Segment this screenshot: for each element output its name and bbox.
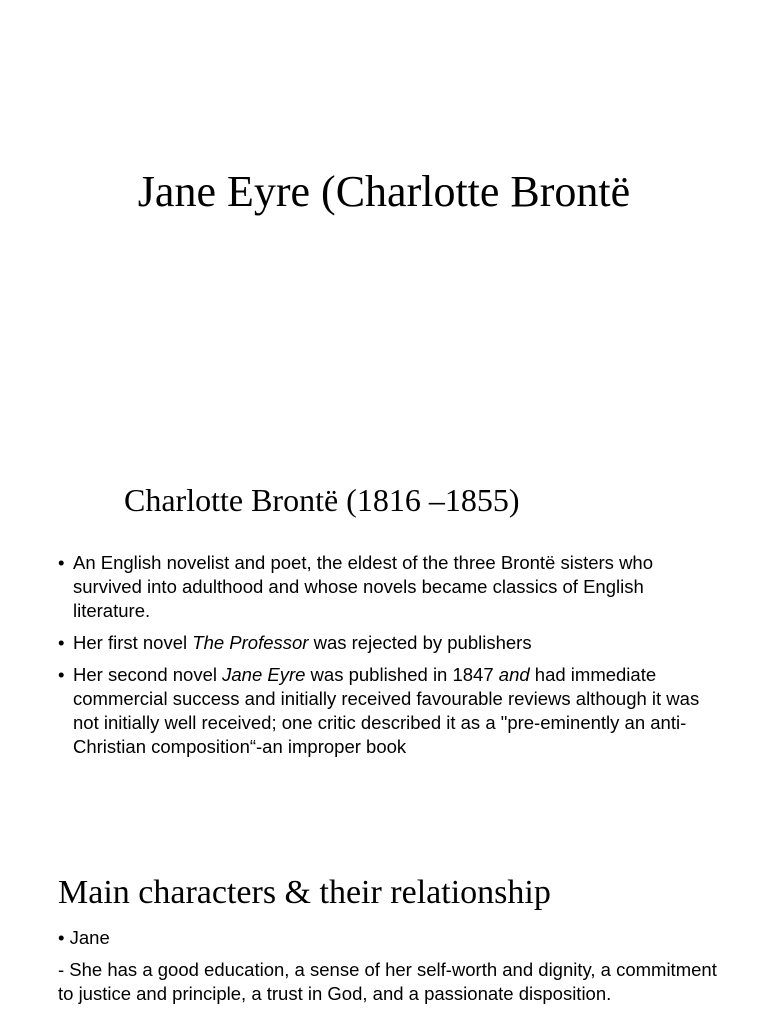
bio-bullet-text: had immediate commercial success and initially received favourable reviews although it was not initially well received; one critic described it as a "pre-eminently an anti-Christian composition“-an improper book bbox=[73, 664, 700, 757]
list-item bbox=[58, 631, 718, 655]
bio-bullet-list bbox=[58, 551, 718, 767]
bio-bullet-text: Her first novel bbox=[73, 632, 193, 653]
jane-bullet bbox=[58, 926, 110, 950]
bullet-icon: • bbox=[58, 632, 65, 653]
jane-label: Jane bbox=[69, 927, 110, 948]
bio-bullet-text: Her second novel bbox=[73, 664, 223, 685]
jane-description: - She has a good education, a sense of her self-worth and dignity, a commitment to justice and principle, a trust in God, and a passionate disposition. bbox=[58, 959, 717, 1004]
bullet-icon: • bbox=[58, 552, 65, 573]
characters-heading: Main characters & their relationship bbox=[58, 874, 551, 911]
book-title: Jane Eyre bbox=[222, 664, 306, 685]
bio-bullet-text: was rejected by publishers bbox=[308, 632, 532, 653]
bullet-icon: • bbox=[58, 664, 65, 685]
list-item bbox=[58, 663, 718, 759]
bio-bullet-text: An English novelist and poet, the eldest of the three Brontë sisters who survived into adulthood and whose novels became classics of English literature. bbox=[73, 552, 654, 621]
italic-word: and bbox=[498, 664, 530, 685]
list-item bbox=[58, 551, 718, 623]
bio-bullet-text: was published in 1847 bbox=[305, 664, 499, 685]
book-title: The Professor bbox=[192, 632, 309, 653]
page-title: Jane Eyre (Charlotte Brontë bbox=[137, 167, 631, 216]
bio-heading: Charlotte Brontë (1816 –1855) bbox=[124, 482, 520, 518]
bullet-icon: • bbox=[58, 927, 65, 948]
